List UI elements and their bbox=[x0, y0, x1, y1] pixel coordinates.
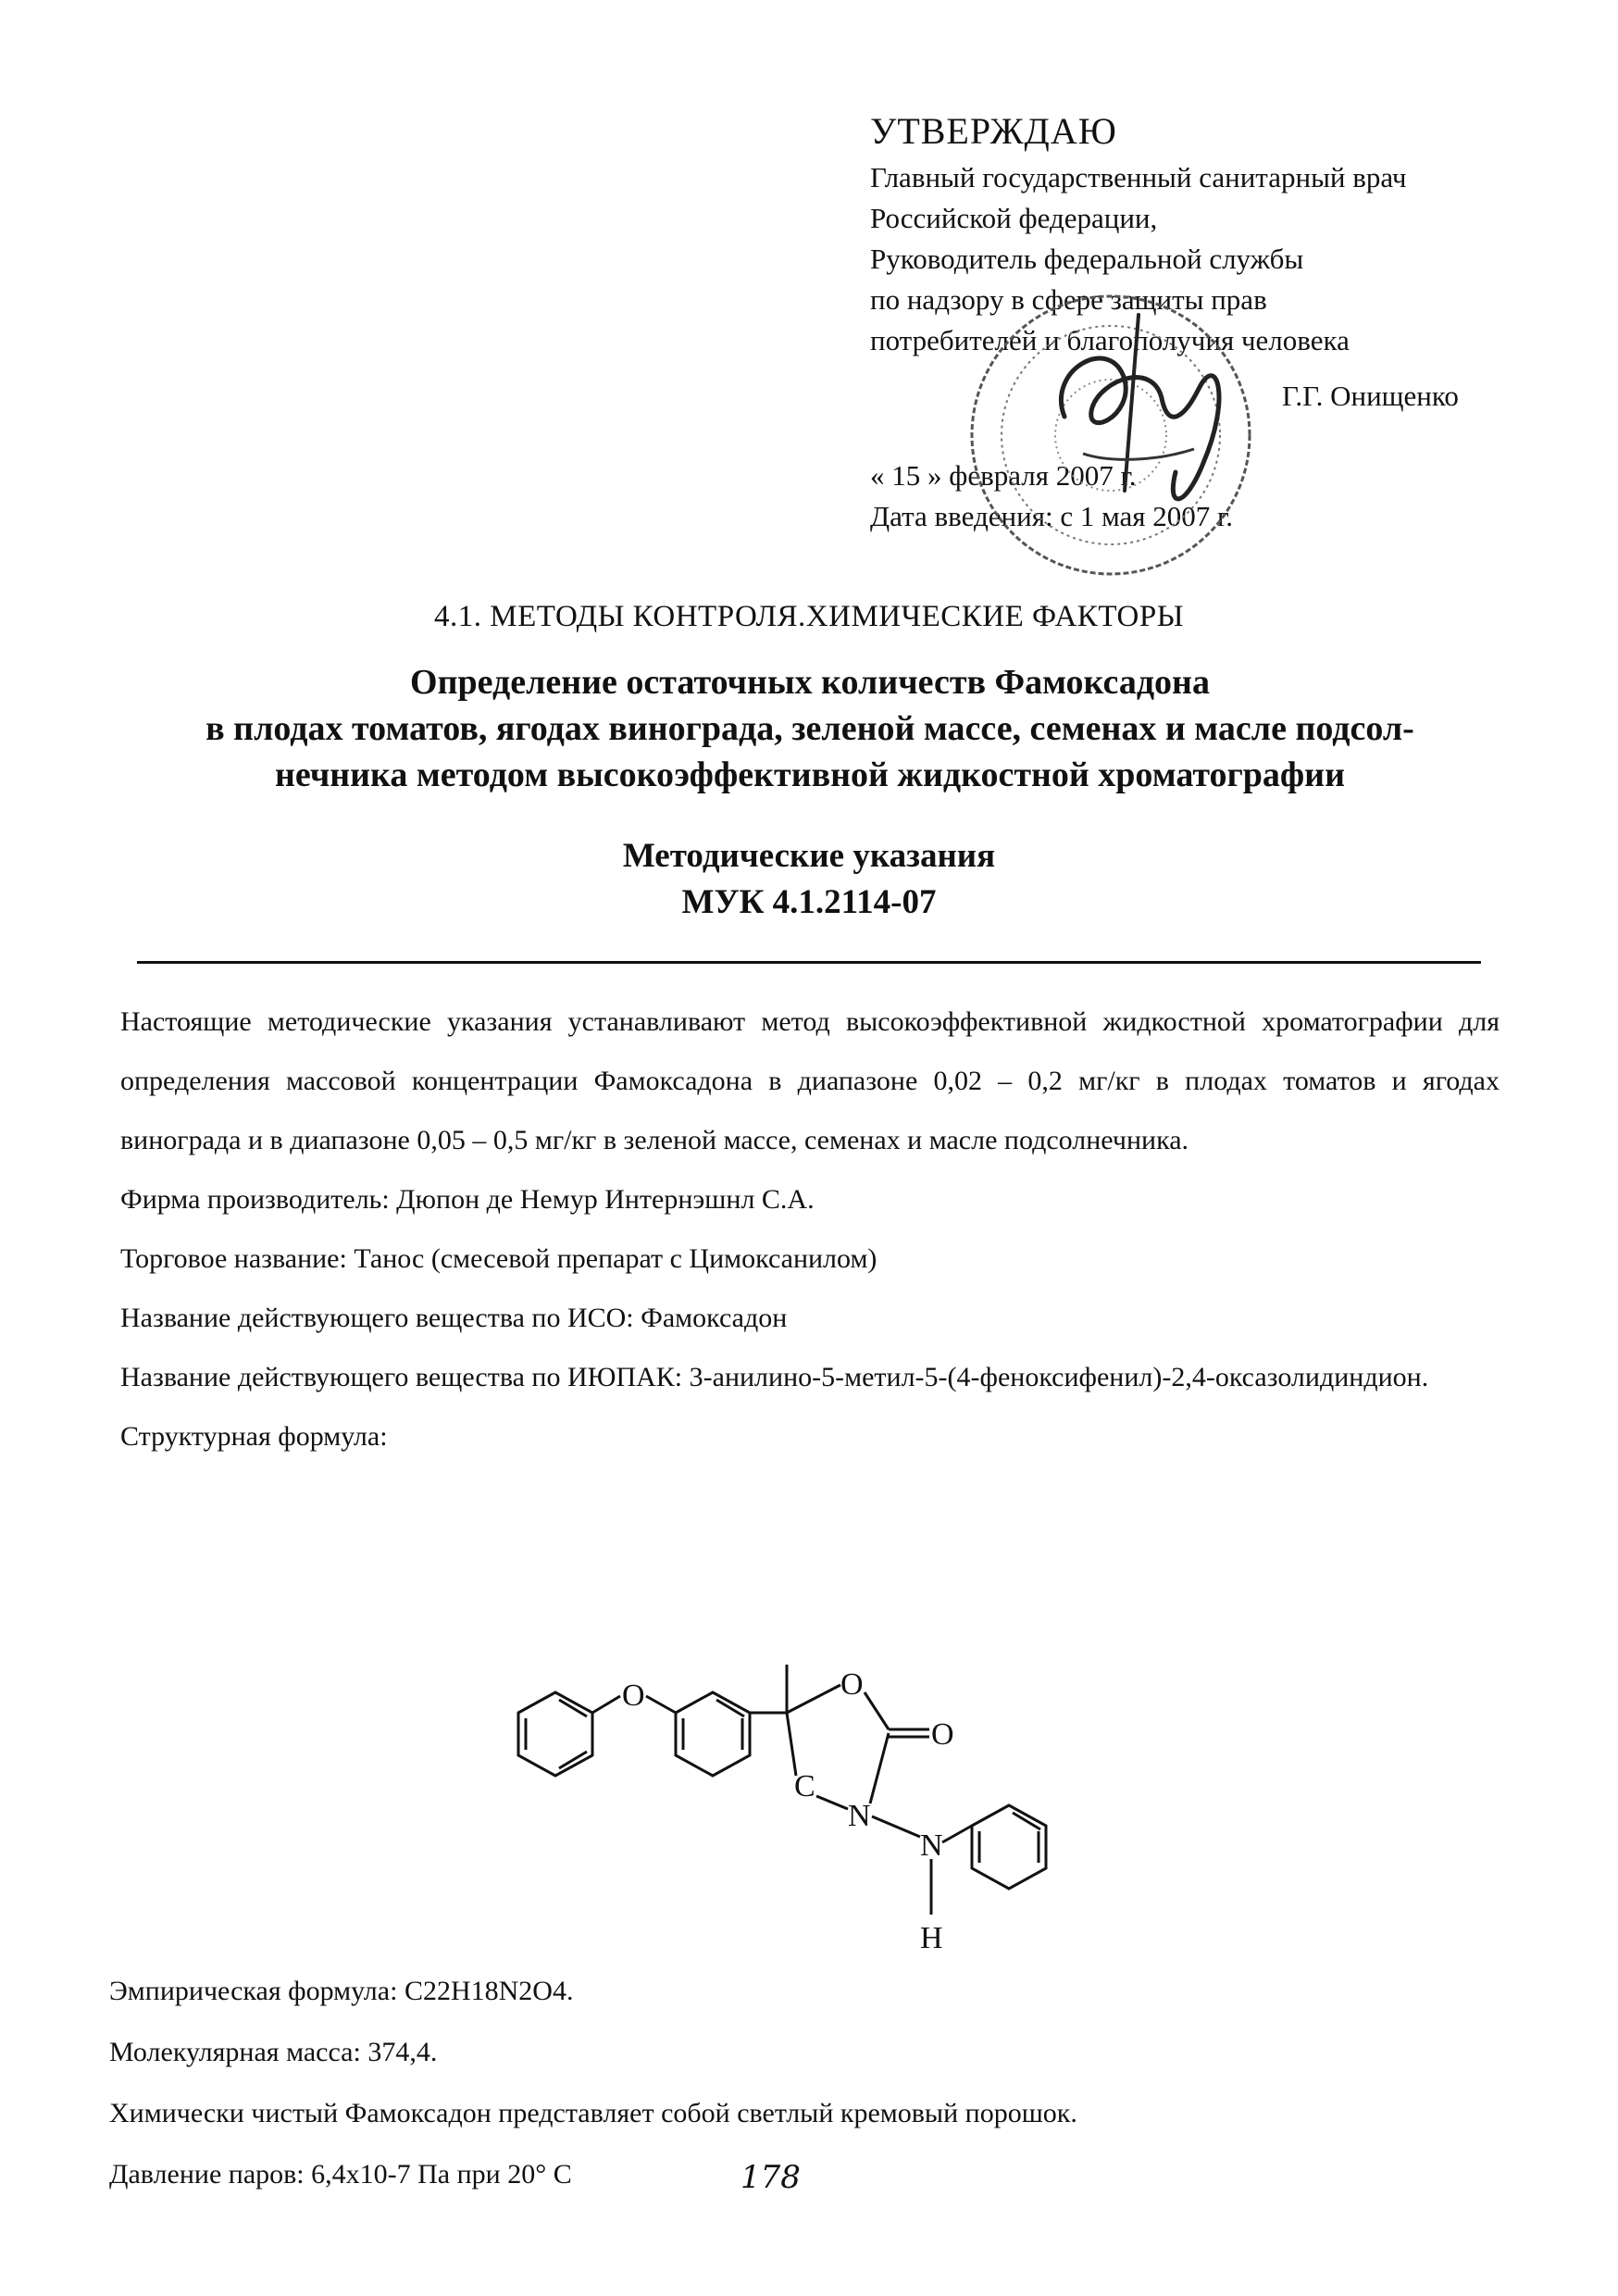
doc-number: МУК 4.1.2114-07 bbox=[681, 883, 937, 921]
signatory-name: Г.Г. Онищенко bbox=[1282, 380, 1459, 412]
trade-name-line: Торговое название: Танос (смесевой препарат с Цимоксанилом) bbox=[120, 1243, 877, 1274]
page-number: 178 bbox=[741, 2159, 801, 2196]
atom-o-ether: O bbox=[622, 1678, 645, 1713]
effective-date: Дата введения: с 1 мая 2007 г. bbox=[870, 500, 1233, 532]
approval-heading: УТВЕРЖДАЮ bbox=[870, 110, 1117, 152]
approval-line-2: Российской федерации, bbox=[870, 202, 1158, 234]
title-line-2: в плодах томатов, ягодах винограда, зеленой массе, семенах и масле подсол- bbox=[205, 709, 1414, 748]
title-divider bbox=[137, 961, 1481, 964]
document-title bbox=[93, 659, 1527, 798]
document-subtitle bbox=[0, 833, 1618, 926]
approval-line-3: Руководитель федеральной службы bbox=[870, 243, 1304, 275]
molar-mass-line: Молекулярная масса: 374,4. bbox=[109, 2037, 438, 2067]
atom-o-ring: O bbox=[840, 1667, 864, 1702]
phenyl-ring-right bbox=[972, 1805, 1046, 1889]
intro-paragraph: Настоящие методические указания устанавливают метод высокоэффективной жидкостной хроматографии для определения массовой концентрации Фамоксадона в диапазоне 0,02 – 0,2 мг/кг в плодах томатов и ягодах винограда и в диапазоне 0,05 – 0,5 мг/кг в зеленой массе, семенах и масле подсолнечника. bbox=[120, 1006, 1500, 1155]
iupac-name-line: Название действующего вещества по ИЮПАК: 3-анилино-5-метил-5-(4-феноксифенил)-2,4-оксазолидиндион. bbox=[120, 1362, 1429, 1392]
manufacturer-line: Фирма производитель: Дюпон де Немур Интернэшнл С.А. bbox=[120, 1184, 815, 1215]
atom-n-amine: N bbox=[920, 1828, 943, 1863]
body-text bbox=[120, 992, 1500, 1466]
empirical-formula-value: C22H18N2O4. bbox=[404, 1976, 574, 2006]
iso-name-line: Название действующего вещества по ИСО: Фамоксадон bbox=[120, 1303, 788, 1333]
doc-type: Методические указания bbox=[622, 837, 996, 875]
vapor-pressure-value: 6,4x10-7 bbox=[311, 2159, 411, 2190]
empirical-formula-line bbox=[109, 1961, 1516, 2022]
approval-line-5: потребителей и благополучия человека bbox=[870, 324, 1350, 356]
phenyl-ring-left bbox=[518, 1692, 592, 1776]
section-heading: 4.1. МЕТОДЫ КОНТРОЛЯ.ХИМИЧЕСКИЕ ФАКТОРЫ bbox=[433, 600, 1185, 633]
approval-line-1: Главный государственный санитарный врач bbox=[870, 161, 1407, 193]
title-line-3: нечника методом высокоэффективной жидкостной хроматографии bbox=[275, 755, 1345, 794]
approval-date: « 15 » февраля 2007 г. bbox=[870, 459, 1137, 492]
vapor-pressure-label: Давление паров: bbox=[109, 2159, 312, 2190]
structural-formula-label: Структурная формула: bbox=[120, 1421, 388, 1452]
vapor-pressure-unit: Па при 20° С bbox=[410, 2159, 572, 2190]
atom-o-carbonyl: O bbox=[931, 1717, 954, 1752]
atom-n-ring: N bbox=[848, 1799, 871, 1833]
approval-line-4: по надзору в сфере защиты прав bbox=[870, 283, 1267, 316]
title-line-1: Определение остаточных количеств Фамоксадона bbox=[410, 663, 1210, 702]
empirical-formula-label: Эмпирическая формула: bbox=[109, 1976, 404, 2006]
official-stamp-icon bbox=[953, 278, 1268, 593]
atom-c-ring: C bbox=[794, 1769, 815, 1803]
properties-block bbox=[109, 1961, 1516, 2205]
phenyl-ring-middle bbox=[676, 1692, 750, 1776]
appearance-line: Химически чистый Фамоксадон представляет собой светлый кремовый порошок. bbox=[109, 2098, 1077, 2128]
atom-h: H bbox=[920, 1921, 943, 1955]
structural-formula bbox=[481, 1611, 1129, 1981]
vapor-pressure-line bbox=[109, 2144, 1516, 2205]
